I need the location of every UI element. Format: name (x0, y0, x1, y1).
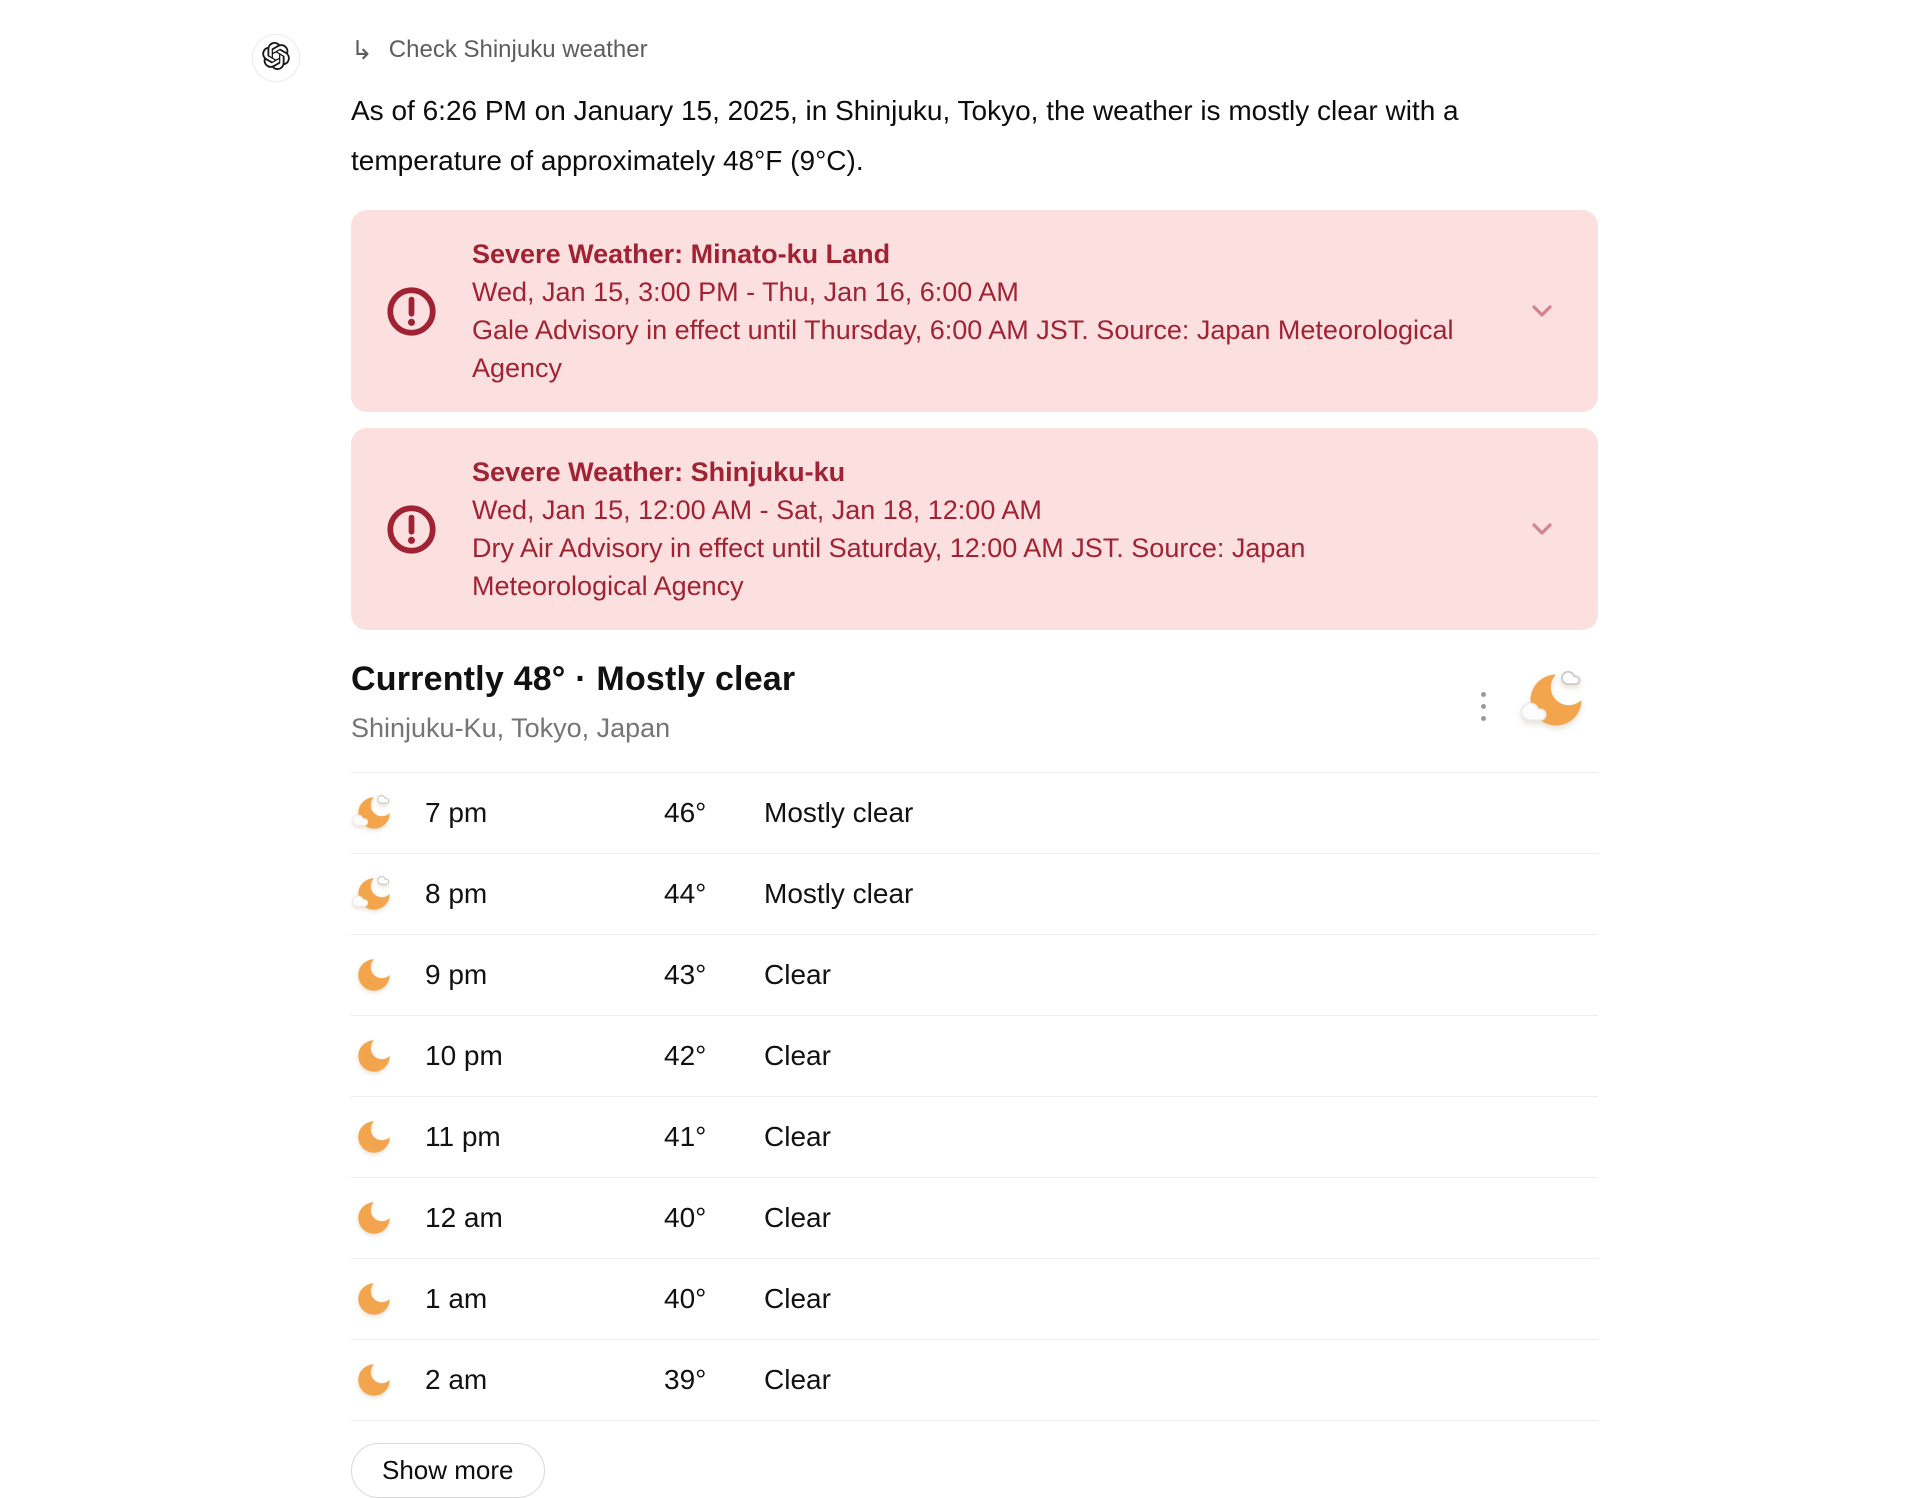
moon-cloud-icon (353, 792, 395, 834)
return-arrow-icon: ↳ (351, 35, 373, 65)
condition-label: Clear (764, 1121, 831, 1152)
temperature-value: 46° (664, 797, 707, 828)
hour-label: 9 pm (425, 959, 488, 990)
alert-period: Wed, Jan 15, 12:00 AM - Sat, Jan 18, 12:00 AM (472, 495, 1042, 525)
tool-call-note[interactable] (351, 0, 1598, 64)
moon-icon (353, 1278, 395, 1320)
hourly-forecast-table (351, 772, 1598, 1421)
alert-text-block (472, 453, 1478, 605)
hourly-row (351, 1016, 1598, 1097)
moon-icon (353, 954, 395, 996)
hourly-row (351, 773, 1598, 854)
hourly-row (351, 1340, 1598, 1421)
alert-exclamation-icon (385, 285, 438, 338)
temperature-value: 44° (664, 878, 707, 909)
hour-label: 10 pm (425, 1040, 503, 1071)
hourly-row (351, 1097, 1598, 1178)
alert-card-minato[interactable] (351, 210, 1598, 412)
alert-description: Dry Air Advisory in effect until Saturday, 12:00 AM JST. Source: Japan Meteorological Agency (472, 533, 1306, 601)
show-more-button[interactable]: Show more (351, 1443, 545, 1498)
hour-label: 1 am (425, 1283, 488, 1314)
severe-weather-alerts (351, 210, 1598, 630)
condition-label: Clear (764, 1364, 831, 1395)
temperature-value: 41° (664, 1121, 707, 1152)
hour-label: 2 am (425, 1364, 488, 1395)
temperature-value: 42° (664, 1040, 707, 1071)
hourly-row (351, 935, 1598, 1016)
temperature-value: 43° (664, 959, 707, 990)
current-conditions-headline: Currently 48° · Mostly clear (351, 660, 796, 698)
alert-title: Severe Weather: Shinjuku-ku (472, 457, 846, 487)
moon-icon (353, 1116, 395, 1158)
moon-with-clouds-icon (1522, 666, 1590, 734)
moon-icon (353, 1035, 395, 1077)
moon-icon (353, 1359, 395, 1401)
hour-label: 11 pm (425, 1121, 501, 1152)
hourly-row (351, 1178, 1598, 1259)
openai-logo-icon (262, 42, 290, 75)
tool-call-label: Check Shinjuku weather (388, 36, 648, 63)
hourly-row (351, 1259, 1598, 1340)
temperature-value: 40° (664, 1283, 707, 1314)
condition-label: Clear (764, 1283, 831, 1314)
assistant-message: As of 6:26 PM on January 15, 2025, in Shinjuku, Tokyo, the weather is mostly clear with a temperature of approximately 48°F (9°C). (351, 95, 1459, 176)
condition-label: Clear (764, 1040, 831, 1071)
chevron-down-icon[interactable] (1526, 295, 1558, 327)
alert-text-block (472, 235, 1478, 387)
assistant-avatar (252, 34, 300, 82)
moon-cloud-icon (353, 873, 395, 915)
kebab-menu-icon[interactable] (1475, 686, 1492, 727)
condition-label: Mostly clear (764, 878, 914, 909)
hour-label: 12 am (425, 1202, 503, 1233)
moon-icon (353, 1197, 395, 1239)
hour-label: 7 pm (425, 797, 488, 828)
condition-label: Mostly clear (764, 797, 914, 828)
temperature-value: 39° (664, 1364, 707, 1395)
hour-label: 8 pm (425, 878, 488, 909)
alert-title: Severe Weather: Minato-ku Land (472, 239, 891, 269)
hourly-row (351, 854, 1598, 935)
alert-exclamation-icon (385, 503, 438, 556)
weather-widget (351, 660, 1598, 1498)
alert-card-shinjuku[interactable] (351, 428, 1598, 630)
temperature-value: 40° (664, 1202, 707, 1233)
chevron-down-icon[interactable] (1526, 513, 1558, 545)
weather-location: Shinjuku-Ku, Tokyo, Japan (351, 713, 671, 743)
condition-label: Clear (764, 1202, 831, 1233)
condition-label: Clear (764, 959, 831, 990)
alert-description: Gale Advisory in effect until Thursday, 6:00 AM JST. Source: Japan Meteorological Agency (472, 315, 1454, 383)
alert-period: Wed, Jan 15, 3:00 PM - Thu, Jan 16, 6:00 AM (472, 277, 1019, 307)
weather-widget-header (351, 660, 1598, 744)
